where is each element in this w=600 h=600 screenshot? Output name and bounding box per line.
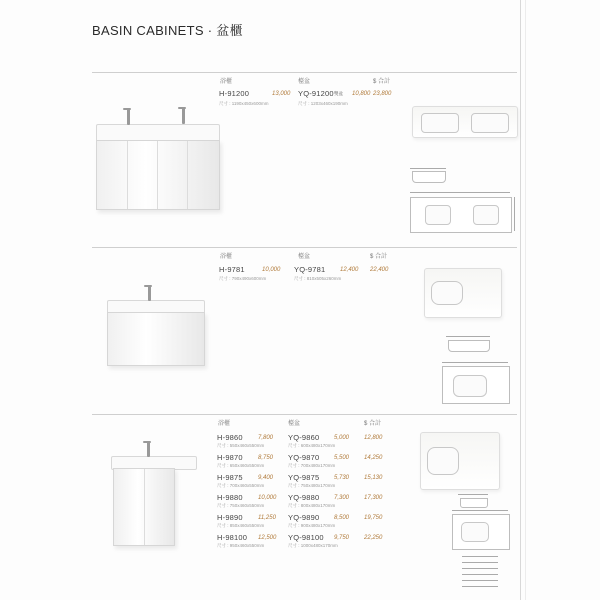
basin-price: 5,000 [334, 435, 350, 441]
cabinet-model: H-9880 [217, 493, 243, 502]
cabinet-body [96, 140, 220, 210]
col-header-cabinet: 浴櫃 [220, 254, 233, 260]
basin-model: YQ-98100 [288, 533, 324, 542]
basin-model: YQ-9875 [288, 473, 320, 482]
basin-price: 5,500 [334, 455, 350, 461]
section-divider [92, 72, 517, 73]
basin-price: 12,400 [340, 267, 359, 273]
basin-size: 尺寸 : 750x480x170mm [288, 483, 336, 488]
total-price: 23,800 [373, 91, 392, 97]
faucet-spout [123, 108, 131, 110]
basin-model: YQ-91200 [298, 89, 334, 98]
faucet-spout [143, 441, 151, 443]
cabinet-size: 尺寸 : 950x460x550mm [217, 543, 265, 548]
cabinet-price: 7,800 [258, 435, 274, 441]
col-header-cabinet: 浴櫃 [220, 79, 233, 85]
basin-size: 尺寸 : 900x480x170mm [288, 523, 336, 528]
total-price: 19,750 [364, 515, 383, 521]
basin-model: YQ-9880 [288, 493, 320, 502]
cabinet-model: H-9875 [217, 473, 243, 482]
basin-size: 尺寸 : 600x480x170mm [288, 443, 336, 448]
cabinet-model: H-9781 [219, 265, 245, 274]
col-header-cabinet: 浴櫃 [218, 421, 231, 427]
faucet-spout [144, 285, 152, 287]
binding-edge-shadow [525, 0, 526, 600]
cabinet-price: 8,750 [258, 455, 274, 461]
total-price: 22,400 [370, 267, 389, 273]
total-price: 17,300 [364, 495, 383, 501]
total-price: 15,130 [364, 475, 383, 481]
cabinet-size: 尺寸 : 1190x450x600mm [219, 101, 269, 106]
faucet-icon [147, 441, 150, 457]
basin-top-view-photo [412, 106, 518, 138]
cabinet-price: 11,250 [258, 515, 276, 521]
col-header-total: $ 合計 [373, 79, 391, 85]
faucet-icon [148, 285, 151, 301]
cabinet-price: 9,400 [258, 475, 274, 481]
basin-model: YQ-9781 [294, 265, 326, 274]
total-price: 22,250 [364, 535, 383, 541]
basin-top-view-photo [424, 268, 502, 318]
section-divider [92, 247, 517, 248]
cabinet-price: 10,000 [262, 267, 281, 273]
cabinet-model: H-9870 [217, 453, 243, 462]
cabinet-size: 尺寸 : 650x460x550mm [217, 463, 265, 468]
cabinet-price: 13,000 [272, 91, 291, 97]
basin-note: 雙盆 [334, 91, 343, 96]
basin-model: YQ-9870 [288, 453, 320, 462]
col-header-basin: 檯盆 [298, 254, 311, 260]
basin-model: YQ-9890 [288, 513, 320, 522]
col-header-basin: 檯盆 [288, 421, 301, 427]
basin-model: YQ-9860 [288, 433, 320, 442]
cabinet-size: 尺寸 : 850x460x550mm [217, 523, 265, 528]
cabinet-size: 尺寸 : 700x460x550mm [217, 483, 265, 488]
basin-size: 尺寸 : 700x480x170mm [288, 463, 336, 468]
basin-price: 10,800 [352, 91, 371, 97]
col-header-total: $ 合計 [370, 254, 388, 260]
faucet-spout [178, 107, 186, 109]
cabinet-price: 10,000 [258, 495, 277, 501]
basin-size: 尺寸 : 810x505x260mm [294, 276, 342, 281]
cabinet-size: 尺寸 : 750x460x550mm [217, 503, 265, 508]
section-divider [92, 414, 517, 415]
basin-price: 5,730 [334, 475, 350, 481]
basin-size: 尺寸 : 1000x480x170mm [288, 543, 338, 548]
cabinet-model: H-9860 [217, 433, 243, 442]
total-price: 14,250 [364, 455, 383, 461]
cabinet-model: H-9890 [217, 513, 243, 522]
binding-edge [520, 0, 521, 600]
faucet-icon [182, 107, 185, 124]
basin-size: 尺寸 : 1203x460x190mm [298, 101, 348, 106]
cabinet-body [113, 468, 175, 546]
basin-price: 7,300 [334, 495, 350, 501]
faucet-icon [127, 108, 130, 125]
cabinet-size: 尺寸 : 550x460x550mm [217, 443, 265, 448]
col-header-basin: 檯盆 [298, 79, 311, 85]
cabinet-model: H-91200 [219, 89, 250, 98]
basin-price: 8,500 [334, 515, 350, 521]
basin-size: 尺寸 : 800x480x170mm [288, 503, 336, 508]
col-header-total: $ 合計 [364, 421, 382, 427]
cabinet-model: H-98100 [217, 533, 248, 542]
cabinet-price: 12,500 [258, 535, 277, 541]
cabinet-body [107, 312, 205, 366]
cabinet-size: 尺寸 : 790x490x600mm [219, 276, 267, 281]
total-price: 12,800 [364, 435, 383, 441]
basin-price: 9,750 [334, 535, 350, 541]
page-title: BASIN CABINETS · 盆櫃 [92, 23, 243, 38]
basin-top-view-photo [420, 432, 500, 490]
